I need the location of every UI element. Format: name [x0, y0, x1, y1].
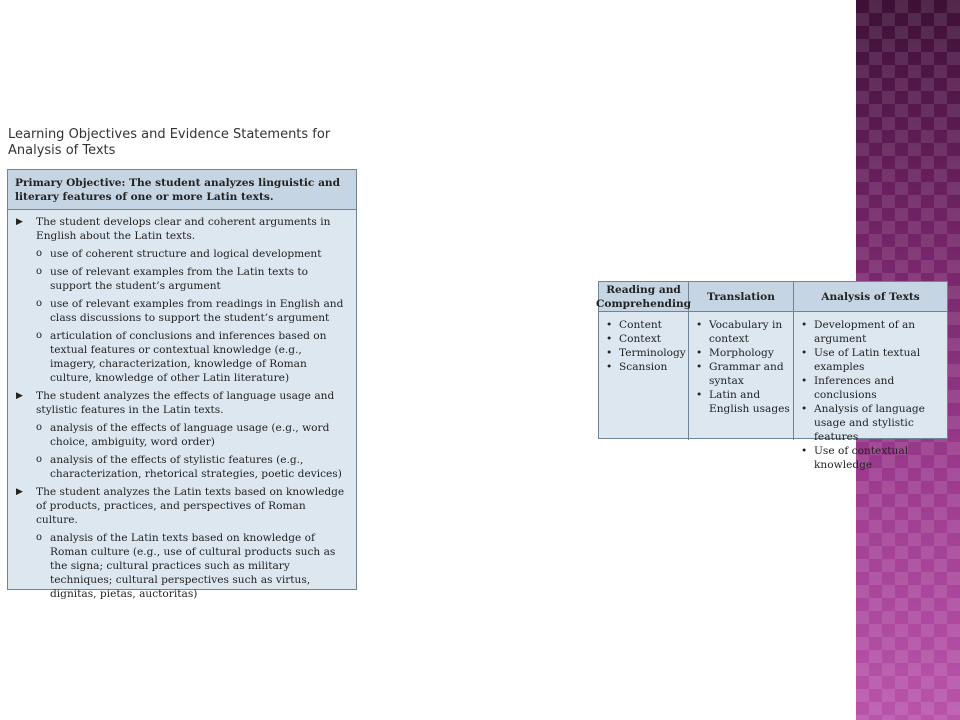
table-cell: [599, 312, 689, 440]
table-cell: [689, 312, 794, 440]
circle-bullet-icon: o: [36, 454, 43, 465]
bullet-icon: •: [801, 403, 808, 415]
list-item-text: Development of an argument: [814, 319, 916, 345]
arrow-bullet-icon: ▶: [16, 217, 23, 227]
list-item-text: Content: [619, 319, 662, 331]
list-item-text: Analysis of language usage and stylistic features: [814, 403, 925, 443]
column-header: Analysis of Texts: [821, 290, 920, 303]
circle-bullet-icon: o: [36, 330, 43, 341]
circle-bullet-icon: o: [36, 422, 43, 433]
bullet-icon: •: [606, 361, 613, 373]
evidence-item: [16, 329, 350, 385]
list-item: [602, 332, 686, 346]
evidence-text: use of relevant examples from readings in English and class discussions to support the student’s argument: [50, 298, 344, 324]
primary-objective: Primary Objective: The student analyzes linguistic and literary features of one or more Latin texts.: [8, 170, 356, 210]
bullet-icon: •: [801, 347, 808, 359]
arrow-bullet-icon: ▶: [16, 487, 23, 497]
list-item: [692, 318, 791, 346]
column-header: Translation: [689, 282, 794, 311]
bullet-icon: •: [696, 389, 703, 401]
list-item: [797, 374, 945, 402]
list-item: [602, 360, 686, 374]
list-item-text: Scansion: [619, 361, 668, 373]
evidence-text: analysis of the effects of stylistic features (e.g., characterization, rhetorical strategies, poetic devices): [50, 454, 342, 480]
list-item-text: Inferences and conclusions: [814, 375, 895, 401]
evidence-item: [16, 453, 350, 481]
list-item: [797, 346, 945, 374]
statements-list: [8, 210, 356, 601]
statement-text: The student analyzes the Latin texts based on knowledge of products, practices, and perspectives of Roman culture.: [36, 486, 345, 526]
circle-bullet-icon: o: [36, 248, 43, 259]
list-item: [797, 318, 945, 346]
bullet-icon: •: [801, 319, 808, 331]
evidence-text: articulation of conclusions and inferences based on textual features or contextual knowledge (e.g., imagery, characterization, knowledge of Roman culture, knowledge of other Latin literature): [50, 330, 327, 384]
bullet-icon: •: [801, 445, 808, 457]
bullet-icon: •: [801, 375, 808, 387]
bullet-icon: •: [696, 347, 703, 359]
list-item-text: Morphology: [709, 347, 774, 359]
bullet-icon: •: [606, 319, 613, 331]
bullet-icon: •: [696, 319, 703, 331]
evidence-item: [16, 297, 350, 325]
circle-bullet-icon: o: [36, 532, 43, 543]
column-header: Reading and Comprehending: [595, 283, 692, 310]
objectives-box: [7, 169, 357, 600]
statement-item: [16, 215, 350, 243]
list-item: [692, 346, 791, 360]
arrow-bullet-icon: ▶: [16, 391, 23, 401]
list-item-text: Grammar and syntax: [709, 361, 784, 387]
list-item-text: Vocabulary in context: [709, 319, 783, 345]
evidence-item: [16, 531, 350, 601]
list-item: [797, 444, 945, 472]
bullet-icon: •: [606, 347, 613, 359]
evidence-item: [16, 265, 350, 293]
evidence-text: analysis of the Latin texts based on knowledge of Roman culture (e.g., use of cultural products such as the signa; cultural practices such as military techniques; cultural perspectives such as virtus, dignitas, pietas, auctoritas): [50, 532, 336, 600]
statement-text: The student analyzes the effects of language usage and stylistic features in the Latin texts.: [36, 390, 335, 416]
list-item-text: Use of contextual knowledge: [814, 445, 909, 471]
bullet-icon: •: [696, 361, 703, 373]
list-item-text: Terminology: [619, 347, 686, 359]
evidence-text: use of relevant examples from the Latin texts to support the student’s argument: [50, 266, 309, 292]
list-item: [602, 346, 686, 360]
statement-item: [16, 485, 350, 527]
evidence-text: analysis of the effects of language usage (e.g., word choice, ambiguity, word order): [50, 422, 330, 448]
bullet-icon: •: [606, 333, 613, 345]
circle-bullet-icon: o: [36, 298, 43, 309]
table-cell: [794, 312, 947, 471]
table-body-row: [599, 312, 947, 471]
document-title: Learning Objectives and Evidence Statements for Analysis of Texts: [8, 127, 331, 158]
evidence-item: [16, 247, 350, 261]
evidence-item: [16, 421, 350, 449]
list-item: [602, 318, 686, 332]
statement-text: The student develops clear and coherent arguments in English about the Latin texts.: [36, 216, 331, 242]
evidence-text: use of coherent structure and logical development: [50, 248, 322, 260]
list-item-text: Use of Latin textual examples: [814, 347, 921, 373]
skills-table: [595, 281, 948, 471]
list-item-text: Latin and English usages: [709, 389, 790, 415]
circle-bullet-icon: o: [36, 266, 43, 277]
list-item-text: Context: [619, 333, 662, 345]
statement-item: [16, 389, 350, 417]
list-item: [692, 360, 791, 388]
table-header-row: [595, 282, 947, 312]
list-item: [797, 402, 945, 444]
list-item: [692, 388, 791, 416]
